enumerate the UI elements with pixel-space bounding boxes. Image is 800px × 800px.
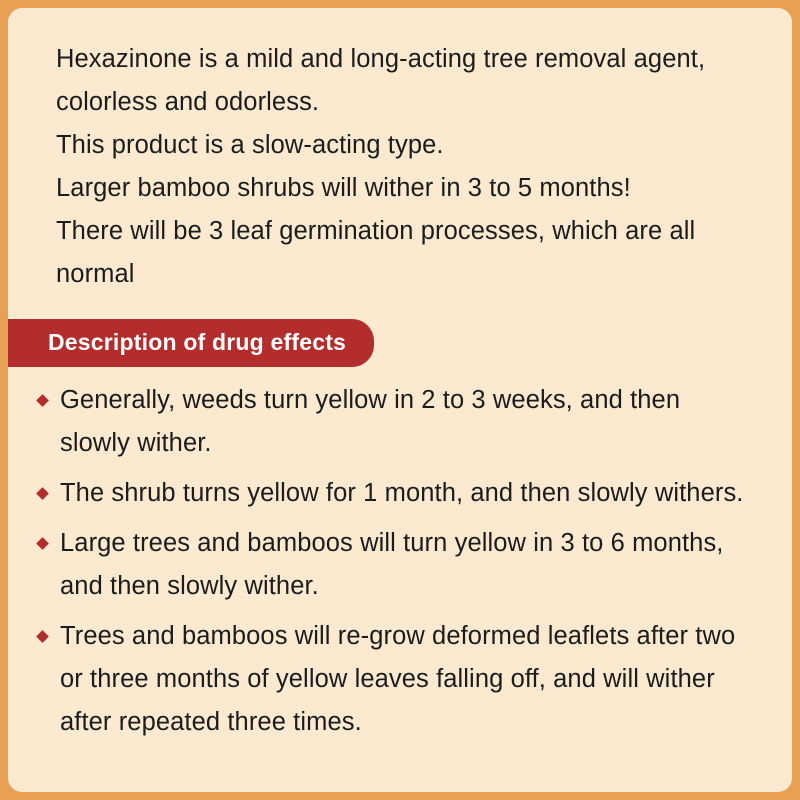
intro-line-2: This product is a slow-acting type. <box>56 131 444 159</box>
list-item-text: Generally, weeds turn yellow in 2 to 3 weeks, and then slowly wither. <box>60 386 681 457</box>
list-item-text: Large trees and bamboos will turn yellow in 3 to 6 months, and then slowly wither. <box>60 529 724 600</box>
drug-effects-list <box>8 367 792 744</box>
list-item <box>38 615 756 744</box>
diamond-bullet-icon <box>36 630 49 643</box>
list-item <box>38 522 756 608</box>
diamond-bullet-icon <box>36 537 49 550</box>
section-title-banner: Description of drug effects <box>8 319 374 367</box>
diamond-bullet-icon <box>36 487 49 500</box>
list-item <box>38 472 756 515</box>
info-card <box>8 8 792 792</box>
intro-line-1: Hexazinone is a mild and long-acting tree removal agent, colorless and odorless. <box>56 45 706 116</box>
list-item-text: Trees and bamboos will re-grow deformed leaflets after two or three months of yellow leaves falling off, and will wither after repeated three times. <box>60 622 736 736</box>
diamond-bullet-icon <box>36 394 49 407</box>
list-item-text: The shrub turns yellow for 1 month, and then slowly withers. <box>60 479 744 507</box>
intro-block <box>8 8 792 296</box>
intro-line-4: There will be 3 leaf germination processes, which are all normal <box>56 217 696 288</box>
list-item <box>38 379 756 465</box>
intro-line-3: Larger bamboo shrubs will wither in 3 to 5 months! <box>56 174 631 202</box>
